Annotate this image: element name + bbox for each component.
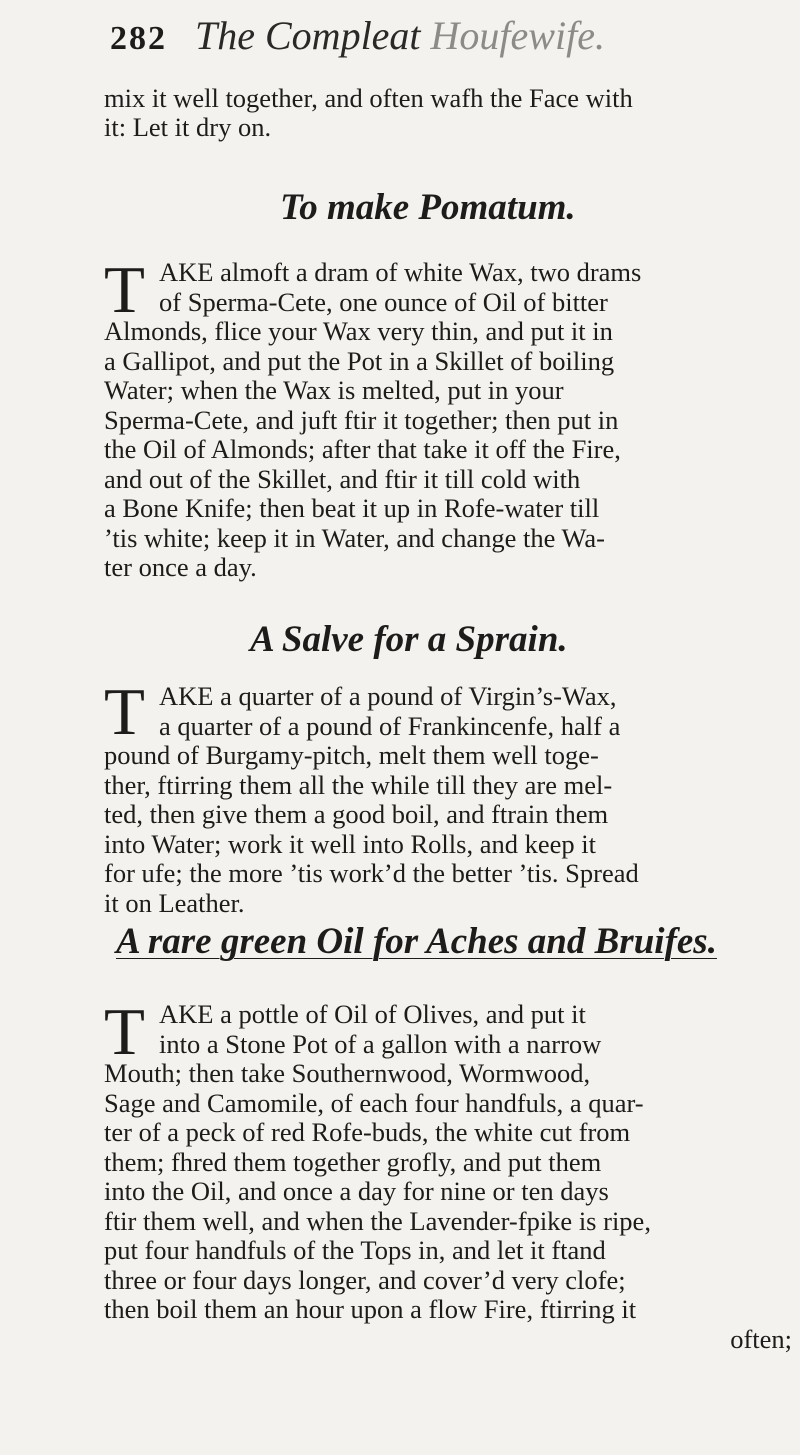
running-title-dark: The Compleat bbox=[195, 13, 431, 58]
page-number: 282 bbox=[110, 20, 167, 57]
text-line: a quarter of a pound of Frankincenfe, half a bbox=[159, 710, 621, 741]
drop-cap: T bbox=[104, 675, 145, 749]
text-line: a Gallipot, and put the Pot in a Skillet of boiling bbox=[104, 345, 615, 376]
text-line: ted, then give them a good boil, and ftrain them bbox=[104, 799, 609, 829]
text-line: Mouth; then take Southernwood, Wormwood, bbox=[104, 1058, 591, 1088]
text-line: them; fhred them together grofly, and put them bbox=[104, 1146, 602, 1177]
text-line: into a Stone Pot of a gallon with a narrow bbox=[159, 1028, 602, 1059]
text-line: Sperma-Cete, and juft ftir it together; then put in bbox=[104, 404, 619, 435]
section-title-sprain bbox=[250, 618, 800, 661]
intro-paragraph bbox=[104, 84, 792, 142]
text-line: into the Oil, and once a day for nine or ten days bbox=[104, 1176, 609, 1206]
text-line: ftir them well, and when the Lavender-fpike is ripe, bbox=[104, 1205, 651, 1236]
text-line: the Oil of Almonds; after that take it off the Fire, bbox=[104, 434, 621, 464]
text-line: it on Leather. bbox=[104, 887, 245, 918]
text-line: ter of a peck of red Rofe-buds, the white cut from bbox=[104, 1117, 631, 1147]
text-line: then boil them an hour upon a flow Fire, ftirring it bbox=[104, 1294, 637, 1324]
running-title-faded: Houfewife. bbox=[430, 13, 605, 58]
text-line: AKE almoft a dram of white Wax, two drams bbox=[159, 257, 642, 287]
section-title: To make Pomatum. bbox=[280, 187, 576, 228]
section-title-pomatum bbox=[280, 186, 800, 229]
text-line: Water; when the Wax is melted, put in your bbox=[104, 375, 564, 405]
text-line: ter once a day. bbox=[104, 552, 257, 582]
text-line: it: Let it dry on. bbox=[104, 112, 272, 142]
text-line: pound of Burgamy-pitch, melt them well toge- bbox=[104, 740, 599, 770]
recipe-oil bbox=[104, 995, 792, 1354]
recipe-sprain bbox=[104, 675, 792, 918]
text-line: Sage and Camomile, of each four handfuls, a quar- bbox=[104, 1087, 644, 1118]
text-line: for ufe; the more ’tis work’d the better ’tis. Spread bbox=[104, 858, 639, 888]
running-title bbox=[195, 12, 605, 59]
text-line: ’tis white; keep it in Water, and change the Wa- bbox=[104, 522, 605, 553]
drop-cap: T bbox=[104, 253, 145, 327]
page-header bbox=[110, 12, 605, 59]
recipe-pomatum bbox=[104, 253, 792, 583]
text-line: AKE a quarter of a pound of Virgin’s-Wax, bbox=[159, 681, 617, 711]
section-title: A rare green Oil for Aches and Bruifes. bbox=[116, 921, 717, 962]
drop-cap: T bbox=[104, 995, 145, 1069]
text-line: of Sperma-Cete, one ounce of Oil of bitter bbox=[159, 286, 608, 317]
text-line: put four handfuls of the Tops in, and let it ftand bbox=[104, 1235, 606, 1265]
text-line: into Water; work it well into Rolls, and keep it bbox=[104, 828, 596, 859]
text-line: ther, ftirring them all the while till they are mel- bbox=[104, 769, 613, 800]
text-line: three or four days longer, and cover’d very clofe; bbox=[104, 1264, 626, 1295]
text-line: AKE a pottle of Oil of Olives, and put it bbox=[159, 999, 586, 1029]
text-line: often; bbox=[730, 1323, 792, 1354]
text-line: and out of the Skillet, and ftir it till cold with bbox=[104, 463, 581, 494]
section-title: A Salve for a Sprain. bbox=[250, 619, 568, 660]
section-title-oil bbox=[116, 920, 800, 963]
text-line: Almonds, flice your Wax very thin, and put it in bbox=[104, 316, 613, 346]
text-line: a Bone Knife; then beat it up in Rofe-water till bbox=[104, 493, 600, 523]
text-line: mix it well together, and often wafh the Face with bbox=[104, 83, 633, 113]
